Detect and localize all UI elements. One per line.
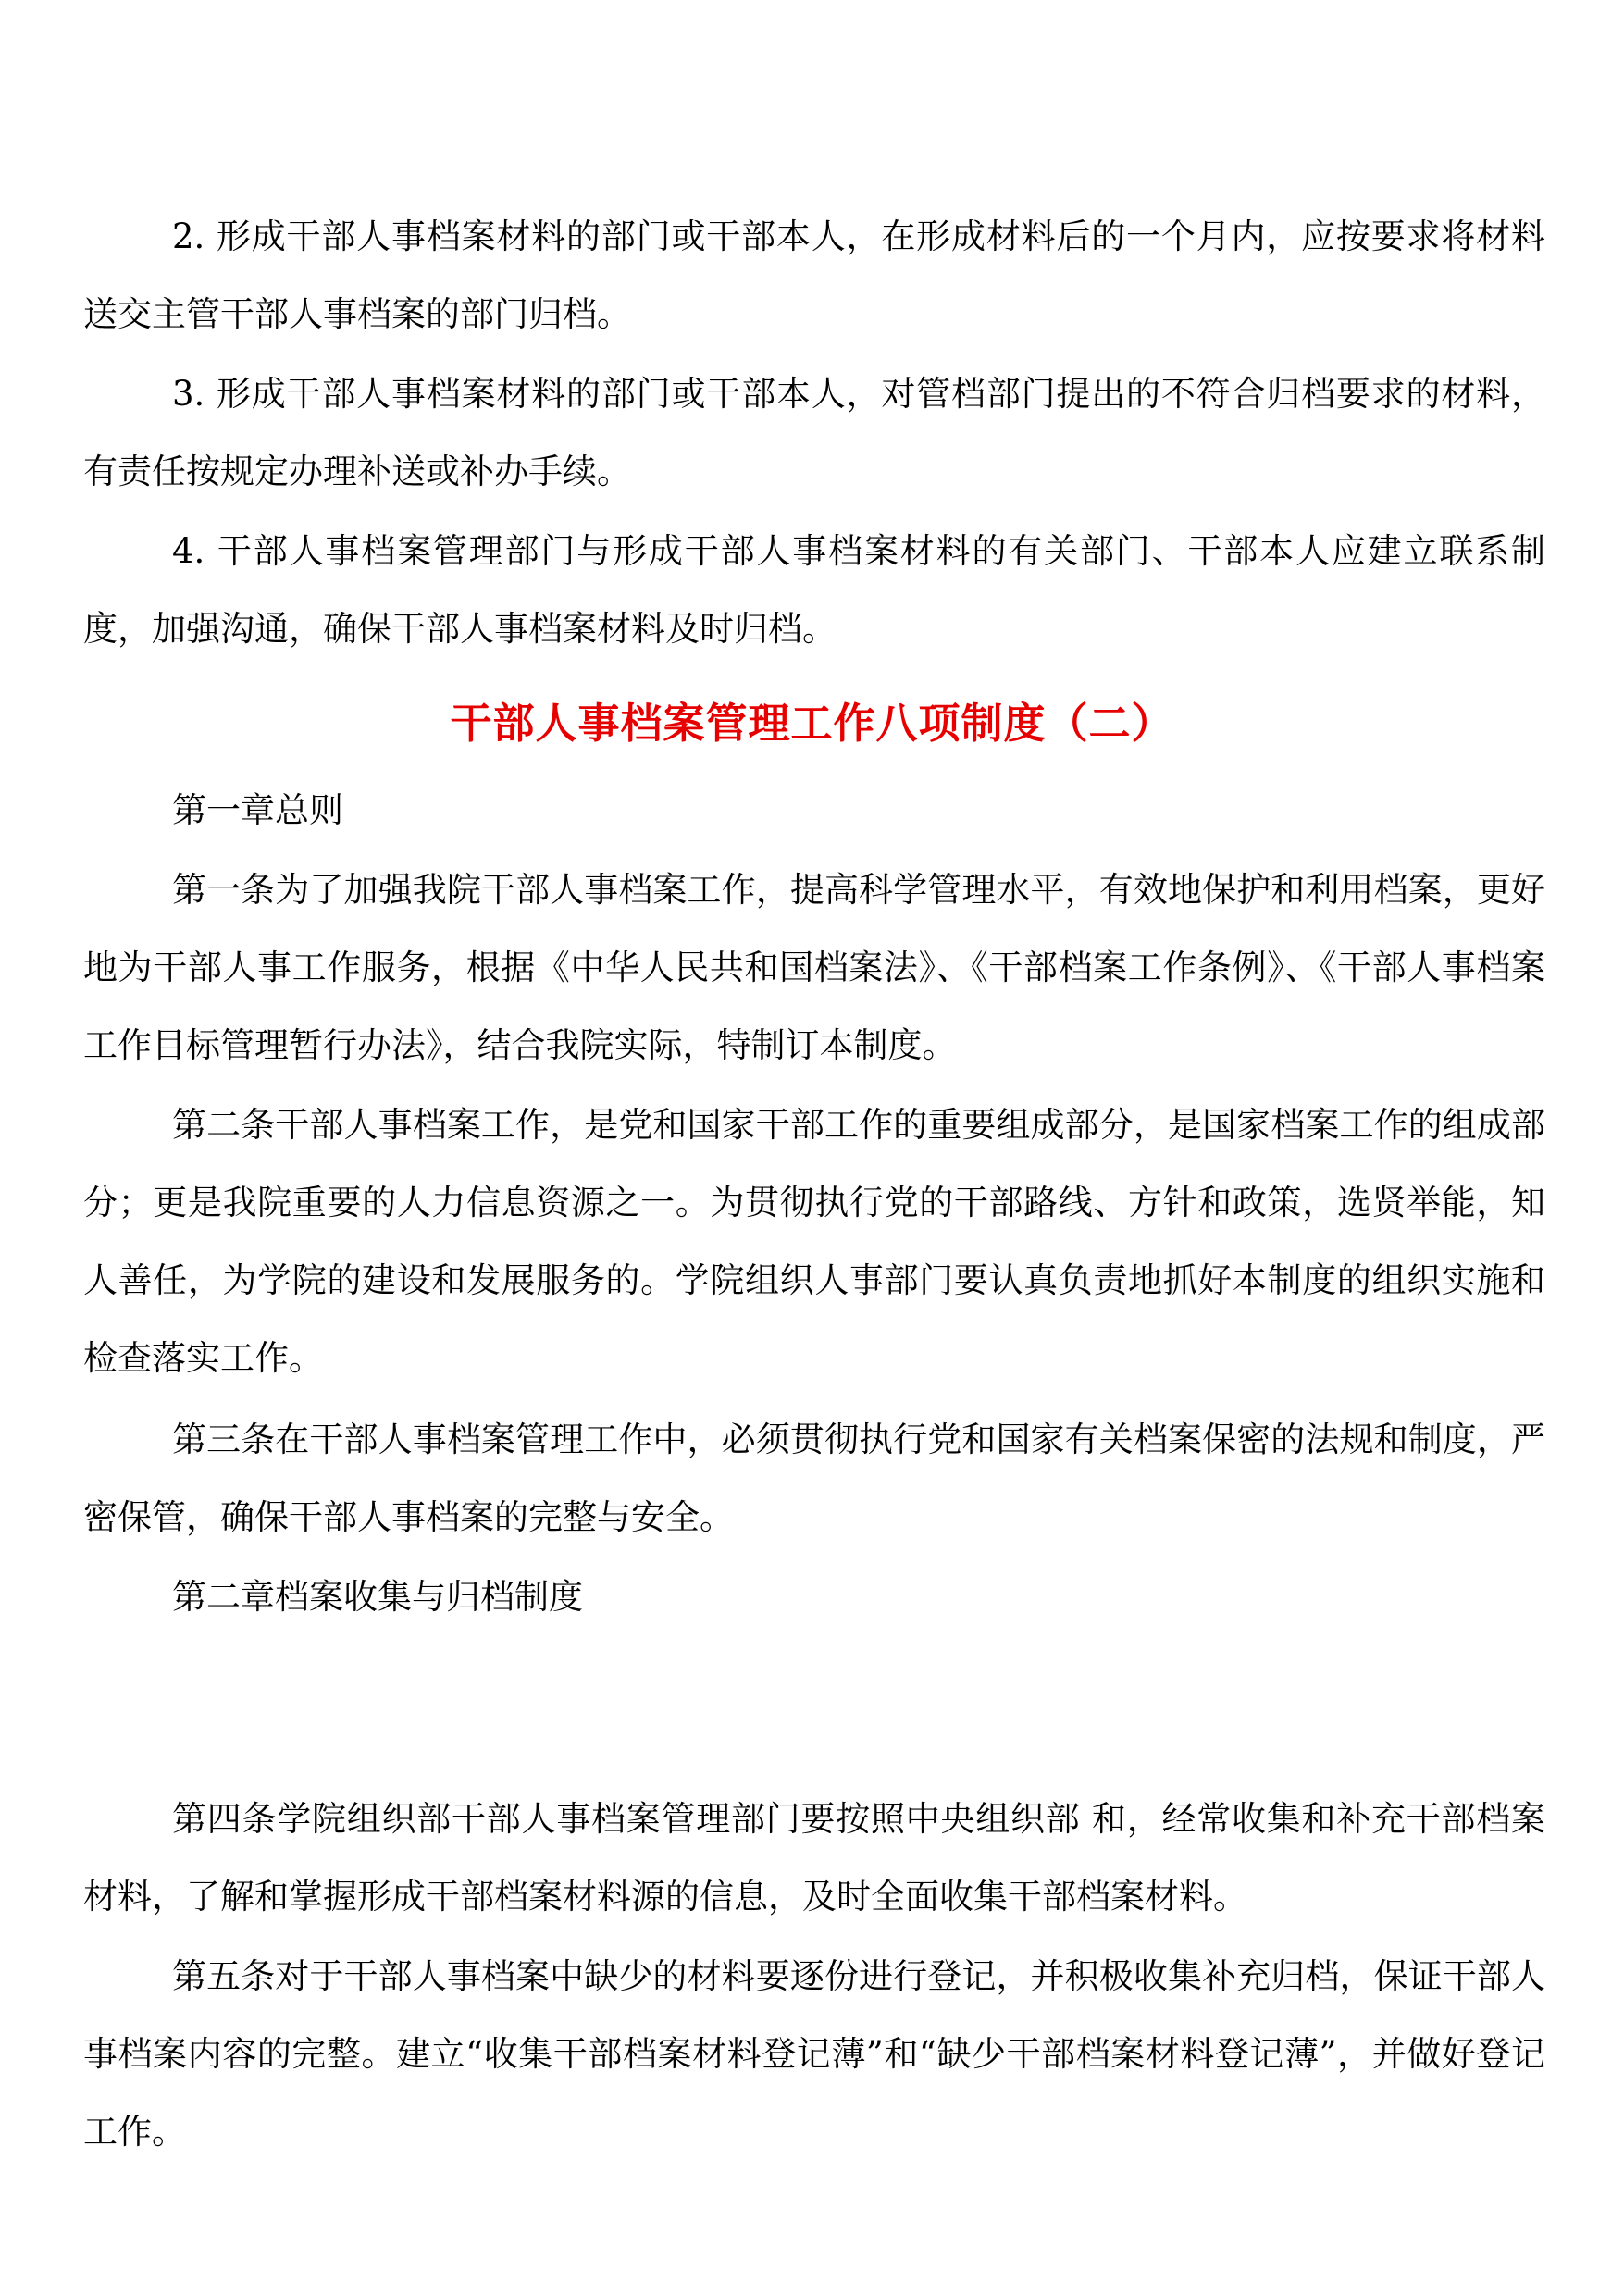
paragraph-item-2: 2. 形成干部人事档案材料的部门或干部本人，在形成材料后的一个月内，应按要求将材料送交主管干部人事档案的部门归档。 — [83, 217, 1545, 334]
article-1: 第一条为了加强我院干部人事档案工作，提高科学管理水平，有效地保护和利用档案，更好地为干部人事工作服务，根据《中华人民共和国档案法》、《干部档案工作条例》、《干部人事档案工作目标管理暂行办法》，结合我院实际，特制订本制度。 — [83, 870, 1545, 1065]
paragraph-item-3: 3. 形成干部人事档案材料的部门或干部本人，对管档部门提出的不符合归档要求的材料，有责任按规定办理补送或补办手续。 — [83, 374, 1545, 491]
article-4: 第四条学院组织部干部人事档案管理部门要按照中央组织部 和，经常收集和补充干部档案材料，了解和掌握形成干部档案材料源的信息，及时全面收集干部档案材料。 — [83, 1799, 1545, 1917]
document-title: 干部人事档案管理工作八项制度（二） — [450, 699, 1174, 748]
chapter-1-heading: 第一章总则 — [172, 790, 343, 830]
paragraph-item-4: 4. 干部人事档案管理部门与形成干部人事档案材料的有关部门、干部本人应建立联系制度，加强沟通，确保干部人事档案材料及时归档。 — [83, 531, 1545, 649]
article-5: 第五条对于干部人事档案中缺少的材料要逐份进行登记，并积极收集补充归档，保证干部人事档案内容的完整。建立“收集干部档案材料登记薄”和“缺少干部档案材料登记薄”，并做好登记工作。 — [83, 1956, 1545, 2152]
article-3: 第三条在干部人事档案管理工作中，必须贯彻执行党和国家有关档案保密的法规和制度，严密保管，确保干部人事档案的完整与安全。 — [83, 1420, 1545, 1537]
chapter-2-heading: 第二章档案收集与归档制度 — [172, 1577, 583, 1617]
article-2: 第二条干部人事档案工作，是党和国家干部工作的重要组成部分，是国家档案工作的组成部分；更是我院重要的人力信息资源之一。为贯彻执行党的干部路线、方针和政策，选贤举能，知人善任，为学院的建设和发展服务的。学院组织人事部门要认真负责地抓好本制度的组织实施和检查落实工作。 — [83, 1105, 1545, 1378]
